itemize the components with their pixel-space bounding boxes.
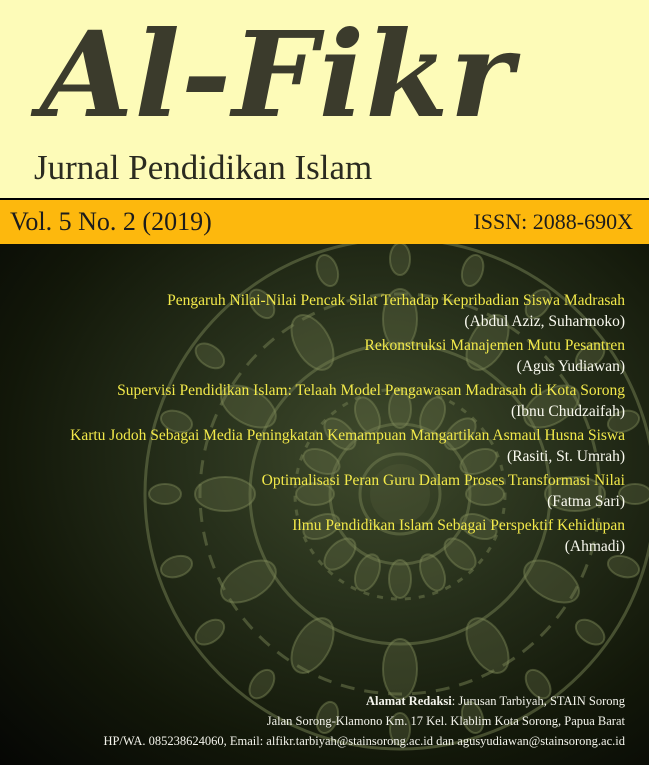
contact-line: HP/WA. 085238624060, Email: alfikr.tarbiyah@stainsorong.ac.id dan agusyudiawan@stainsorong.ac.id — [103, 734, 625, 748]
address-line-1 — [103, 691, 625, 711]
article-authors: (Ibnu Chudzaifah) — [510, 403, 625, 420]
article-title: Optimalisasi Peran Guru Dalam Proses Transformasi Nilai — [261, 472, 625, 489]
article-title: Ilmu Pendidikan Islam Sebagai Perspektif Kehidupan — [292, 517, 625, 534]
mandala-petal — [517, 552, 586, 611]
article-title: Kartu Jodoh Sebagai Media Peningkatan Kemampuan Mangartikan Asmaul Husna Siswa — [70, 427, 625, 444]
article-authors: (Rasiti, St. Umrah) — [507, 448, 625, 465]
mandala-petal — [458, 252, 487, 289]
volume-label: Vol. 5 No. 2 (2019) — [10, 207, 212, 236]
issn-label: ISSN: 2088-690X — [473, 209, 633, 234]
mandala-petal — [313, 252, 342, 289]
article-title: Pengaruh Nilai-Nilai Pencak Silat Terhadap Kepribadian Siswa Madrasah — [167, 292, 625, 309]
article-authors: (Fatma Sari) — [547, 493, 625, 510]
cover-body — [0, 244, 649, 765]
mandala-petal — [390, 244, 410, 275]
article-title: Supervisi Pendidikan Islam: Telaah Model Pengawasan Madrasah di Kota Sorong — [117, 382, 625, 399]
mandala-petal — [191, 615, 229, 650]
cover-header — [0, 0, 649, 198]
issue-band — [0, 200, 649, 244]
mandala-petal — [571, 615, 609, 650]
address-line-1-text: : Jurusan Tarbiyah, STAIN Sorong — [451, 694, 625, 708]
mandala-petal — [383, 639, 417, 699]
address-label: Alamat Redaksi — [365, 694, 452, 708]
journal-subtitle: Jurnal Pendidikan Islam — [34, 148, 373, 187]
mandala-petal — [214, 552, 283, 611]
article-authors: (Agus Yudiawan) — [516, 358, 625, 375]
mandala-petal — [283, 611, 342, 680]
mandala-petal — [389, 560, 411, 598]
article-authors: (Abdul Aziz, Suharmoko) — [464, 313, 625, 330]
address-line-2: Jalan Sorong-Klamono Km. 17 Kel. Klablim Kota Sorong, Papua Barat — [266, 714, 625, 728]
article-authors: (Ahmadi) — [564, 538, 625, 555]
article-list — [0, 290, 625, 560]
editorial-address — [103, 691, 625, 751]
journal-title: Al-Fikr — [40, 5, 515, 144]
article-title: Rekonstruksi Manajemen Mutu Pesantren — [364, 337, 625, 354]
mandala-petal — [458, 611, 517, 680]
